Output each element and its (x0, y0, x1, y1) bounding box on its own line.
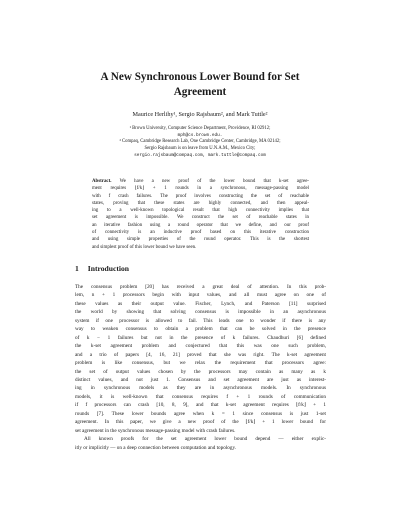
body-line: way to weaken consensus to obtain a problem that can be solved in the presence (75, 326, 326, 333)
body-line: ing in synchronous models as they are in asynchronous models. In synchronous (75, 385, 326, 392)
paper-title (60, 70, 340, 100)
body-line: the world by showing that solving consensus is impossible in an asynchronous (75, 309, 326, 316)
body-line: lem, n + 1 processors begin with input values, and all must agree on one of (75, 292, 326, 299)
body-line: if f processors can crash [10, 8, 9], and that k-set agreement requires ⌊f/k⌋ + 1 (75, 402, 326, 409)
body-line: itly or implicitly — on a deep connection between computation and topology. (75, 444, 237, 451)
body-line: of k − 1 failures but not in the presence of k failures. Chaudhuri [6] defined (75, 334, 326, 341)
body-line: the k-set agreement problem and conjectured that this was one such problem, (75, 343, 326, 350)
title-line: Agreement (173, 86, 227, 98)
affiliation-line: Sergio Rajsbaum is on leave from U.N.A.M., Mexico City; (144, 146, 256, 152)
body-line: All known proofs for the set agreement lower bound depend — either explic- (84, 436, 326, 443)
abstract (92, 178, 309, 251)
section-heading (75, 264, 129, 273)
abstract-line: and using simple properties of the round operator. This is the shortest (92, 237, 309, 243)
abstract-text: We have a new proof of the lower bound that k-set agree- (119, 179, 310, 184)
abstract-line: set agreement is impossible. We construct the set of reachable states in (92, 215, 309, 221)
body-line: set agreement in the synchronous message-passing model with crash failures. (75, 427, 236, 434)
abstract-label: Abstract. (92, 179, 112, 184)
affiliation-line: ¹ Brown University, Computer Science Department, Providence, RI 02912; (129, 126, 271, 131)
affiliations (50, 126, 350, 160)
body-line: rounds [7]. These lower bounds agree when k = 1 since consensus is just 1-set (75, 410, 326, 417)
author-list: Maurice Herlihy¹, Sergio Rajsbaum², and Mark Tuttle² (132, 111, 268, 118)
body-line: agreement. In this paper, we give a new proof of the ⌊f/k⌋ + 1 lower bound for (75, 419, 326, 426)
body-text (75, 283, 326, 452)
affiliation-email: mph@cs.brown.edu. (177, 132, 223, 138)
body-line: models, it is well-known that consensus requires f + 1 rounds of communication (75, 393, 326, 400)
body-line: problem is like consensus, but we relax the requirement that processors agree: (75, 360, 326, 367)
abstract-line: of connectivity is an inductive proof based on this iterative construction (92, 230, 309, 236)
abstract-line: an iterative fashion using a round operator that we define, and our proof (92, 222, 309, 228)
abstract-line: with f crash failures. The proof involves constructing the set of reachable (92, 193, 309, 199)
affiliation-email: sergio.rajsbaum@compaq.com, mark.tuttle@compaq.com (134, 152, 266, 158)
abstract-line: ment requires ⌊f/k⌋ + 1 rounds in a synchronous, message-passing model (92, 186, 309, 192)
title-line: A New Synchronous Lower Bound for Set (100, 71, 300, 83)
affiliation-line: ² Compaq, Cambridge Research Lab, One Cambridge Center, Cambridge, MA 02142; (119, 139, 281, 145)
body-line: system if one processor is allowed to fail. This leads one to wonder if there is any (75, 317, 326, 324)
abstract-line: and simplest proof of this lower bound we have seen. (92, 244, 197, 250)
body-line: and a trio of papers [4, 16, 21] proved that she was right. The k-set agreement (75, 351, 326, 358)
section-number: 1 (75, 264, 79, 273)
body-line: the set of output values chosen by the processors may contain as many as k (75, 368, 326, 375)
body-line: The consensus problem [20] has received a great deal of attention. In this prob- (75, 284, 326, 290)
abstract-line (92, 178, 309, 185)
body-line: distinct values, and not just 1. Consensus and set agreement are just as interest- (75, 376, 326, 383)
body-line: these values as their output value. Fischer, Lynch, and Paterson [11] surprised (75, 300, 326, 307)
section-title: Introduction (87, 264, 130, 273)
abstract-line: ing to a well-known topological result that high connectivity implies that (92, 208, 309, 214)
abstract-line: states, proving that these states are highly connected, and then appeal- (92, 200, 309, 206)
